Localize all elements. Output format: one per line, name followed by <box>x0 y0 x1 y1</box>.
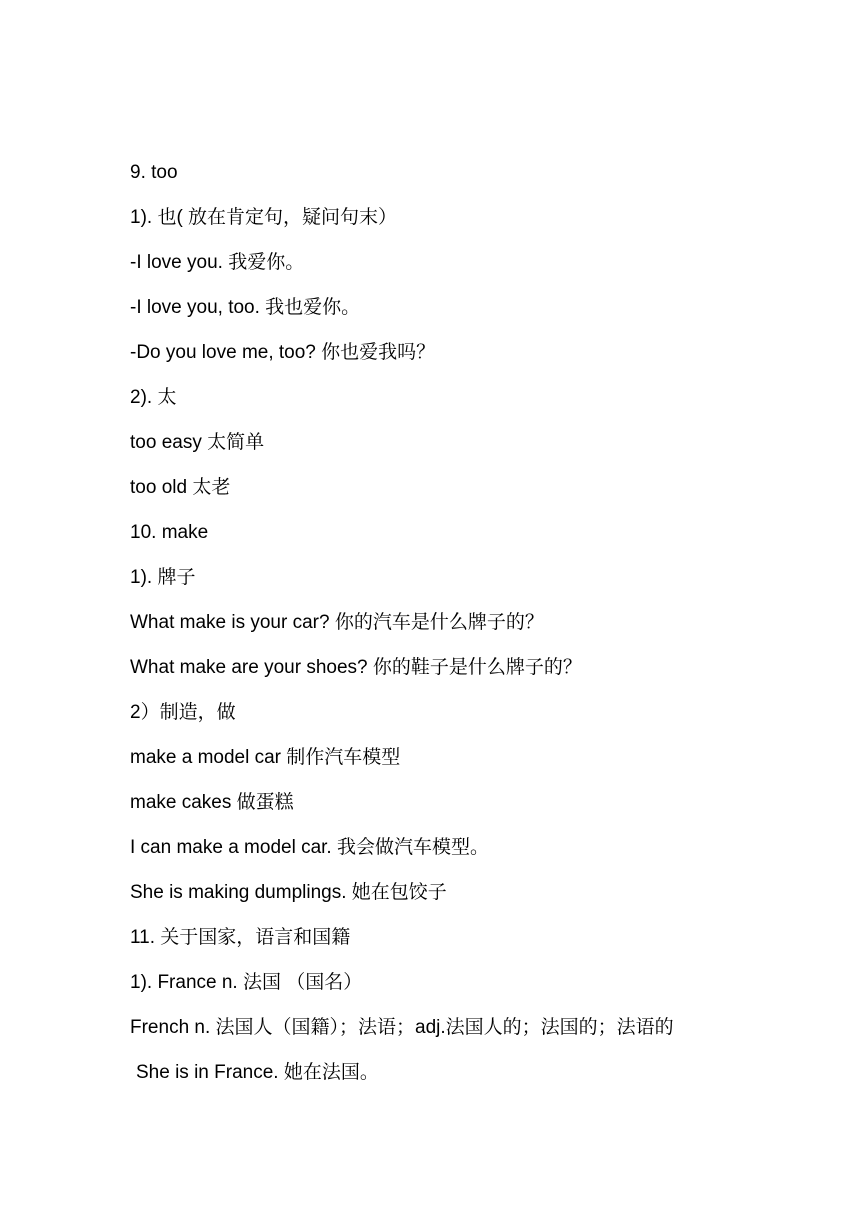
meaning-too-much: 2). 太 <box>130 387 177 408</box>
heading-make: 10. make <box>130 522 209 543</box>
example-line: She is in France. 她在法国。 <box>136 1062 379 1083</box>
entry-french: French n. 法国人（国籍）；法语；adj.法国人的；法国的；法语的 <box>130 1017 674 1038</box>
example-line: What make is your car? 你的汽车是什么牌子的？ <box>130 612 544 633</box>
example-line: I can make a model car. 我会做汽车模型。 <box>130 837 489 858</box>
entry-france: 1). France n. 法国 （国名） <box>130 972 363 993</box>
meaning-brand: 1). 牌子 <box>130 567 196 588</box>
document-content <box>130 160 830 1105</box>
example-line: too easy 太简单 <box>130 432 265 453</box>
meaning-make-do: 2）制造，做 <box>130 702 236 723</box>
example-line: What make are your shoes? 你的鞋子是什么牌子的？ <box>130 657 582 678</box>
example-line: make a model car 制作汽车模型 <box>130 747 401 768</box>
example-line: -I love you. 我爱你。 <box>130 252 305 273</box>
heading-too: 9. too <box>130 162 178 183</box>
example-line: -Do you love me, too? 你也爱我吗？ <box>130 342 436 363</box>
heading-countries: 11. 关于国家，语言和国籍 <box>130 927 351 948</box>
meaning-also: 1). 也( 放在肯定句，疑问句末） <box>130 207 398 228</box>
example-line: too old 太老 <box>130 477 231 498</box>
example-line: She is making dumplings. 她在包饺子 <box>130 882 447 903</box>
example-line: make cakes 做蛋糕 <box>130 792 294 813</box>
example-line: -I love you, too. 我也爱你。 <box>130 297 361 318</box>
